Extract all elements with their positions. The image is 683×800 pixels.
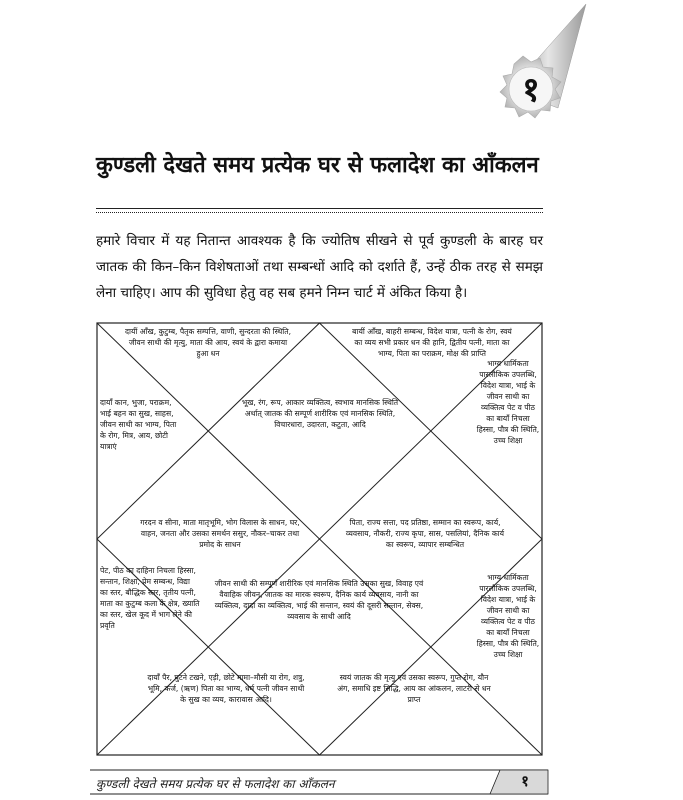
title-divider (96, 208, 543, 213)
house-7: जीवन साथी की सम्पूर्ण शारीरिक एवं मानसिक स्थिति उसका सुख, विवाह एवं वैवाहिक जीवन, जातक का मारक स्वरूप, दैनिक कार्य व्यवसाय, नानी का व्यक्तित्व, दादा का व्यक्तित्व, भाई की सन्तान, स्वयं की दूसरी सन्तान, सेक्स, व्यवसाय के साथी आदि (214, 579, 424, 621)
house-9: भाग्य धार्मिकता पारलौकिक उपलब्धि, विदेश यात्रा, भाई के जीवन साथी का व्यक्तित्व पेट व पीठ का बायाँ निचला हिस्सा, पौत्र की स्थिति, उच्च शिक्षा (476, 573, 540, 659)
house-11: भाग्य धार्मिकता पारलौकिक उपलब्धि, विदेश यात्रा, भाई के जीवन साथी का व्यक्तित्व पेट व पीठ का बायाँ निचला हिस्सा, पौत्र की स्थिति, उच्च शिक्षा (476, 359, 540, 445)
house-1: भूख, रंग, रूप, आकार व्यक्तित्व, स्वभाव मानसिक स्थिति अर्थात् जातक की सम्पूर्ण शारीरिक एवं मानसिक स्थिति, विचारधारा, उदारता, कटुता, आदि (241, 398, 399, 429)
house-5: पेट, पीठ का दाहिना निचला हिस्सा, सन्तान, शिक्षा, प्रेम सम्बन्ध, विद्या का स्तर, बौद्धिक स्तर, तृतीय पत्नी, माता का कुटुम्ब कला के क्षेत्र, ख्याति का स्तर, खेल कूद में भाग लेने की प्रवृति (100, 566, 200, 630)
house-6: दायाँ पैर, घुटने टखने, एड़ी, छोटे मामा–मौसी या रोग, शत्रु, भूमि, कर्ज, (ऋण) पिता का भाग्य, धर्म पत्नी जीवन साथी के सुख का व्यय, कारावास आदि। (147, 673, 305, 704)
kundli-chart (96, 322, 543, 756)
footer-running-title: कुण्डली देखते समय प्रत्येक घर से फलादेश का आँकलन (96, 777, 335, 791)
house-8: स्वयं जातक की मृत्यु एवं उसका स्वरूप, गुप्त रोग, यौन अंग, समाधि इष्ट सिद्धि, आय का आंकलन, लाटरी से धन प्राप्त (337, 673, 491, 704)
house-10: पिता, राज्य सत्ता, पद प्रतिष्ठा, सम्मान का स्वरूप, कार्य, व्यवसाय, नौकरी, राज्य कृपा, सास, पसलियां, दैनिक कार्य का स्वरूप, व्यापार सम्बन्धित (345, 518, 505, 549)
page-number: १ (521, 772, 529, 790)
intro-paragraph: हमारे विचार में यह नितान्त आवश्यक है कि ज्योतिष सीखने से पूर्व कुण्डली के बारह घर जातक की किन–किन विशेषताओं तथा सम्बन्धों आदि को दर्शाते हैं, उन्हें ठीक तरह से समझ लेना चाहिए। आप की सुविधा हेतु वह सब हमने निम्न चार्ट में अंकित किया है। (96, 233, 543, 301)
house-2: दायीं आँख, कुटुम्ब, पैतृक सम्पत्ति, वाणी, सुन्दरता की स्थिति, जीवन साथी की मृत्यु, माता की आय, स्वयं के द्वारा कमाया हुआ धन (124, 327, 291, 358)
house-3: दायाँ कान, भुजा, पराक्रम, भाई बहन का सुख, साहस, जीवन साथी का भाग्य, पिता के रोग, मित्र, आय, छोटी यात्राएं (100, 398, 177, 451)
house-12: बायीं आँख, बाहरी सम्बन्ध, विदेश यात्रा, पत्नी के रोग, स्वयं का व्यय सभी प्रकार धन की हानि, द्वितीय पत्नी, माता का भाग्य, पिता का पराक्रम, मोक्ष की प्राप्ति (352, 327, 512, 358)
page-title: कुण्डली देखते समय प्रत्येक घर से फलादेश का आँकलन (96, 153, 539, 178)
chapter-badge (0, 0, 683, 140)
chapter-number: १ (522, 70, 540, 110)
house-4: गरदन व सीना, माता मातृभूमि, भोग विलास के साधन, घर, वाहन, जनता और उसका समर्थन ससुर, नौकर–चाकर तथा प्रमोद के साधन (140, 518, 300, 549)
